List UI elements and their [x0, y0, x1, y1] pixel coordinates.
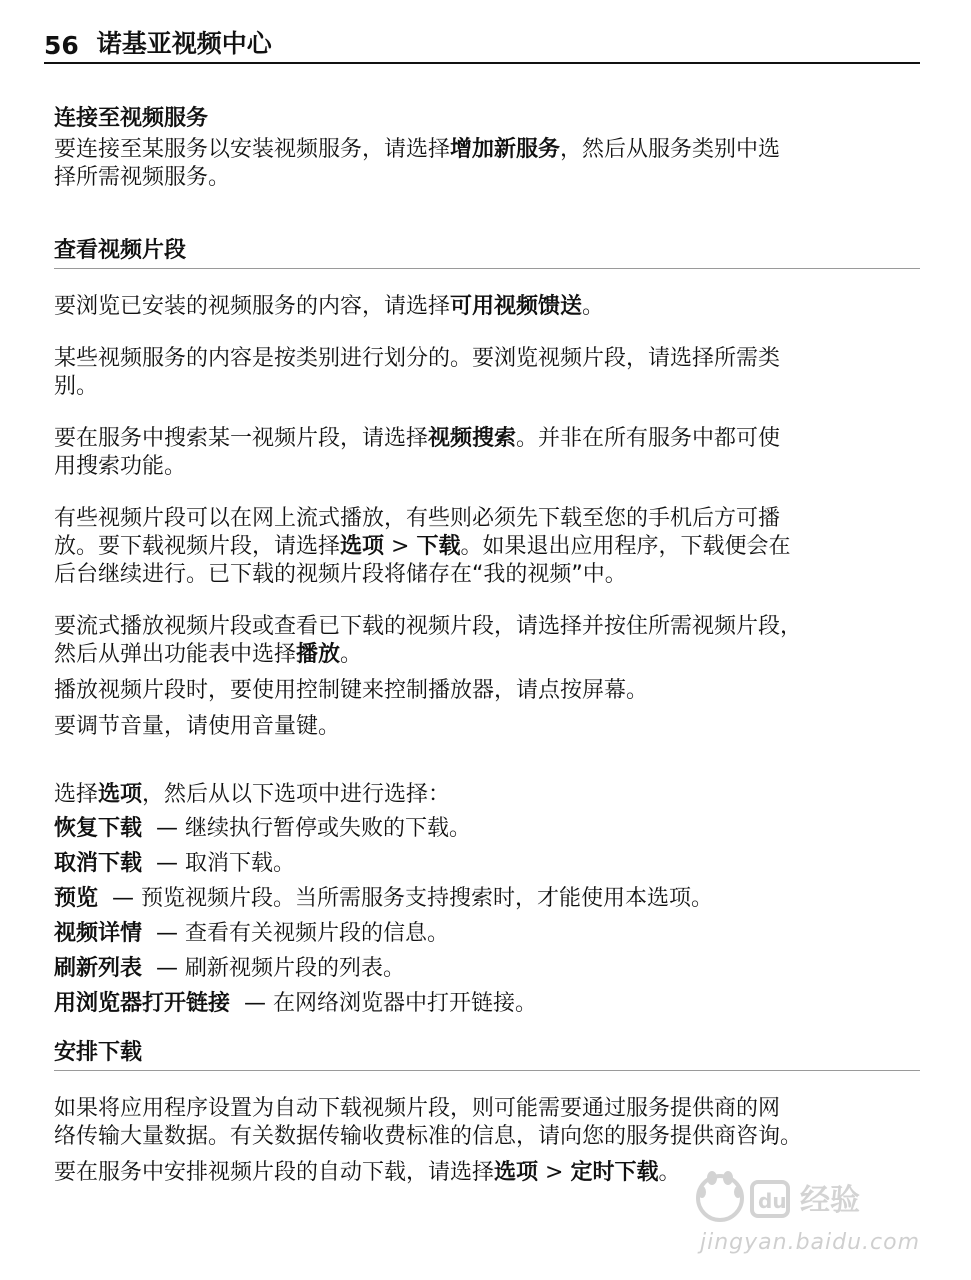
svg-text:du: du — [758, 1189, 787, 1213]
menu-term: 下载 — [416, 534, 461, 559]
text: 要浏览已安装的视频服务的内容，请选择 — [54, 294, 451, 319]
option-desc: — 刷新视频片段的列表。 — [156, 956, 406, 981]
option-name: 视频详情 — [54, 921, 143, 946]
paragraph — [54, 136, 914, 192]
text: 。并非在所有服务中都可使 — [516, 426, 781, 451]
option-name: 用浏览器打开链接 — [54, 991, 231, 1016]
text: 如果将应用程序设置为自动下载视频片段，则可能需要通过服务提供商的网 — [54, 1096, 781, 1121]
list-item — [54, 990, 914, 1018]
text: 要在服务中安排视频片段的自动下载，请选择 — [54, 1160, 495, 1185]
option-desc: — 继续执行暂停或失败的下载。 — [156, 816, 472, 841]
list-item — [54, 815, 914, 843]
text: 要在服务中搜索某一视频片段，请选择 — [54, 426, 429, 451]
text: > — [538, 1160, 571, 1185]
menu-term: 播放 — [296, 642, 341, 667]
paragraph — [54, 613, 914, 669]
text: ，然后从以下选项中进行选择： — [142, 782, 451, 807]
list-item — [54, 955, 914, 983]
menu-term: 可用视频馈送 — [450, 294, 583, 319]
paragraph — [54, 781, 914, 809]
text: 择所需视频服务。 — [54, 165, 231, 190]
watermark-url: jingyan.baidu.com — [700, 1230, 921, 1255]
paragraph — [54, 425, 914, 481]
paragraph — [54, 1095, 914, 1151]
option-desc: — 取消下载。 — [156, 851, 296, 876]
text: 。 — [340, 642, 363, 667]
option-name: 取消下载 — [54, 851, 143, 876]
text: 有些视频片段可以在网上流式播放，有些则必须先下载至您的手机后方可播 — [54, 506, 781, 531]
text: 某些视频服务的内容是按类别进行划分的。要浏览视频片段，请选择所需类 — [54, 346, 781, 371]
text: 后台继续进行。已下载的视频片段将储存在“我的视频”中。 — [54, 562, 627, 587]
option-desc: — 查看有关视频片段的信息。 — [156, 921, 450, 946]
menu-term: 选项 — [98, 782, 143, 807]
menu-term: 视频搜索 — [428, 426, 517, 451]
section-title-connect: 连接至视频服务 — [54, 106, 209, 131]
paragraph — [54, 1159, 914, 1187]
list-item — [54, 920, 914, 948]
paragraph — [54, 505, 914, 589]
section-title-schedule-download: 安排下载 — [54, 1038, 920, 1071]
text: 然后从弹出功能表中选择 — [54, 642, 297, 667]
page-number: 56 — [44, 31, 79, 60]
page-header — [44, 30, 920, 64]
menu-term: 选项 — [494, 1160, 539, 1185]
menu-term: 定时下载 — [570, 1160, 659, 1185]
text: 别。 — [54, 374, 99, 399]
text: 。如果退出应用程序，下载便会在 — [460, 534, 791, 559]
text: 要流式播放视频片段或查看已下载的视频片段，请选择并按住所需视频片段， — [54, 614, 803, 639]
text: 选择 — [54, 782, 99, 807]
text: 要连接至某服务以安装视频服务，请选择 — [54, 137, 451, 162]
text: > — [384, 534, 417, 559]
text: 络传输大量数据。有关数据传输收费标准的信息，请向您的服务提供商咨询。 — [54, 1124, 803, 1149]
list-item — [54, 885, 914, 913]
text: 。 — [582, 294, 605, 319]
list-item — [54, 850, 914, 878]
option-name: 刷新列表 — [54, 956, 143, 981]
text: 用搜索功能。 — [54, 454, 187, 479]
menu-term: 增加新服务 — [450, 137, 561, 162]
page-content — [54, 104, 914, 1187]
paragraph — [54, 293, 914, 321]
option-name: 恢复下载 — [54, 816, 143, 841]
option-desc: — 在网络浏览器中打开链接。 — [244, 991, 538, 1016]
paragraph: 要调节音量，请使用音量键。 — [54, 714, 341, 739]
paragraph — [54, 345, 914, 401]
text: 。 — [658, 1160, 681, 1185]
option-name: 预览 — [54, 886, 99, 911]
svg-text:经验: 经验 — [800, 1183, 860, 1218]
text: ，然后从服务类别中选 — [560, 137, 781, 162]
page-title: 诺基亚视频中心 — [96, 29, 272, 58]
options-list — [54, 815, 914, 1018]
text: 放。要下载视频片段，请选择 — [54, 534, 341, 559]
option-desc: — 预览视频片段。当所需服务支持搜索时，才能使用本选项。 — [112, 886, 714, 911]
menu-term: 选项 — [340, 534, 385, 559]
paragraph: 播放视频片段时，要使用控制键来控制播放器，请点按屏幕。 — [54, 678, 649, 703]
section-title-view-clips: 查看视频片段 — [54, 236, 920, 269]
